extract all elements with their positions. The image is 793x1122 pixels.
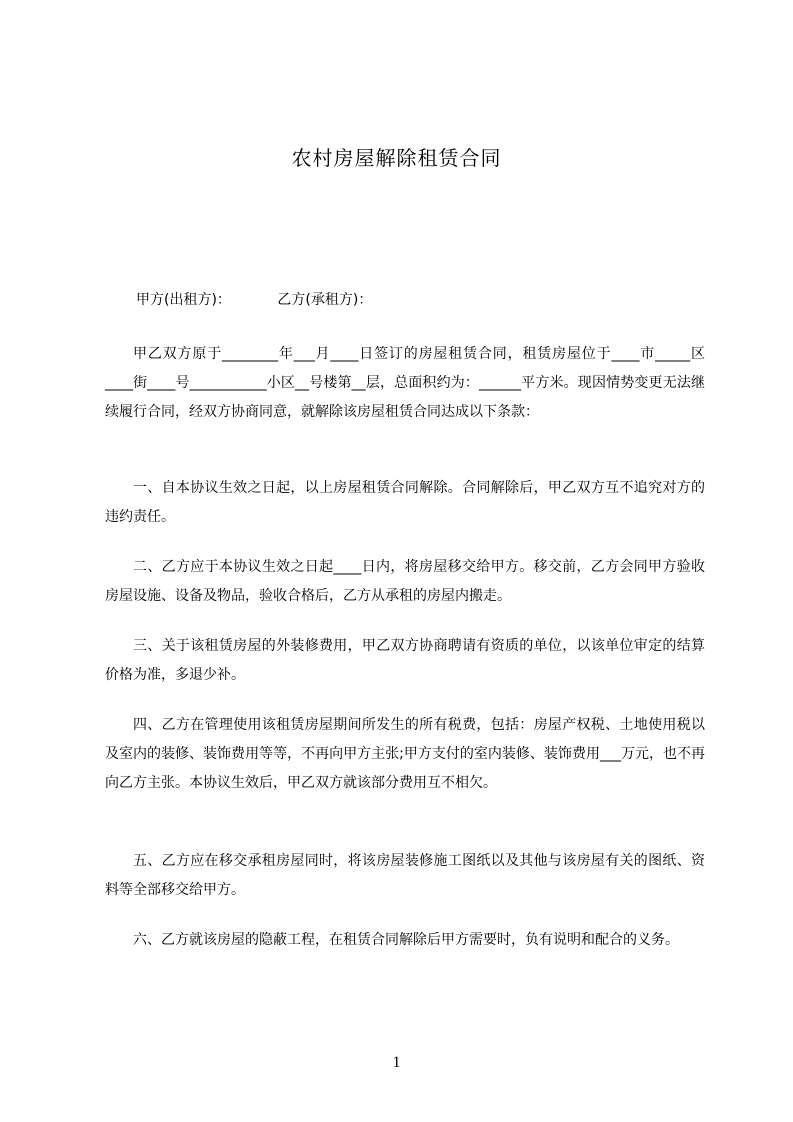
parties-line [136, 290, 372, 310]
clause-2: 二、乙方应于本协议生效之日起____日内，将房屋移交给甲方。移交前，乙方会同甲方验收房屋设施、设备及物品，验收合格后，乙方从承租的房屋内搬走。 [105, 559, 705, 604]
clause-3: 三、关于该租赁房屋的外装修费用，甲乙双方协商聘请有资质的单位，以该单位审定的结算价格为准，多退少补。 [105, 638, 705, 683]
party-a-label: 甲方(出租方)： [136, 292, 231, 308]
page-number: 1 [392, 1054, 401, 1071]
clause-5: 五、乙方应在移交承租房屋同时，将该房屋装修施工图纸以及其他与该房屋有关的图纸、资料等全部移交给甲方。 [105, 853, 705, 898]
intro-paragraph: 甲乙双方原于________年___月____日签订的房屋租赁合同，租赁房屋位于____市_____区____街____号___________小区__号楼第__层，总面积约为：______平方米。现因情势变更无法继续履行合同，经双方协商同意，就解除该房屋租赁合同达成以下条款： [105, 346, 705, 420]
clause-6: 六、乙方就该房屋的隐蔽工程，在租赁合同解除后甲方需要时，负有说明和配合的义务。 [133, 932, 679, 948]
document-title: 农村房屋解除租赁合同 [291, 146, 502, 170]
clause-1: 一、自本协议生效之日起，以上房屋租赁合同解除。合同解除后，甲乙双方互不追究对方的违约责任。 [105, 480, 705, 525]
clause-4: 四、乙方在管理使用该租赁房屋期间所发生的所有税费，包括：房屋产权税、土地使用税以及室内的装修、装饰费用等等，不再向甲方主张;甲方支付的室内装修、装饰费用___万元，也不再向乙方主张。本协议生效后，甲乙双方就该部分费用互不相欠。 [105, 717, 705, 791]
party-b-label: 乙方(承租方)： [277, 292, 373, 308]
